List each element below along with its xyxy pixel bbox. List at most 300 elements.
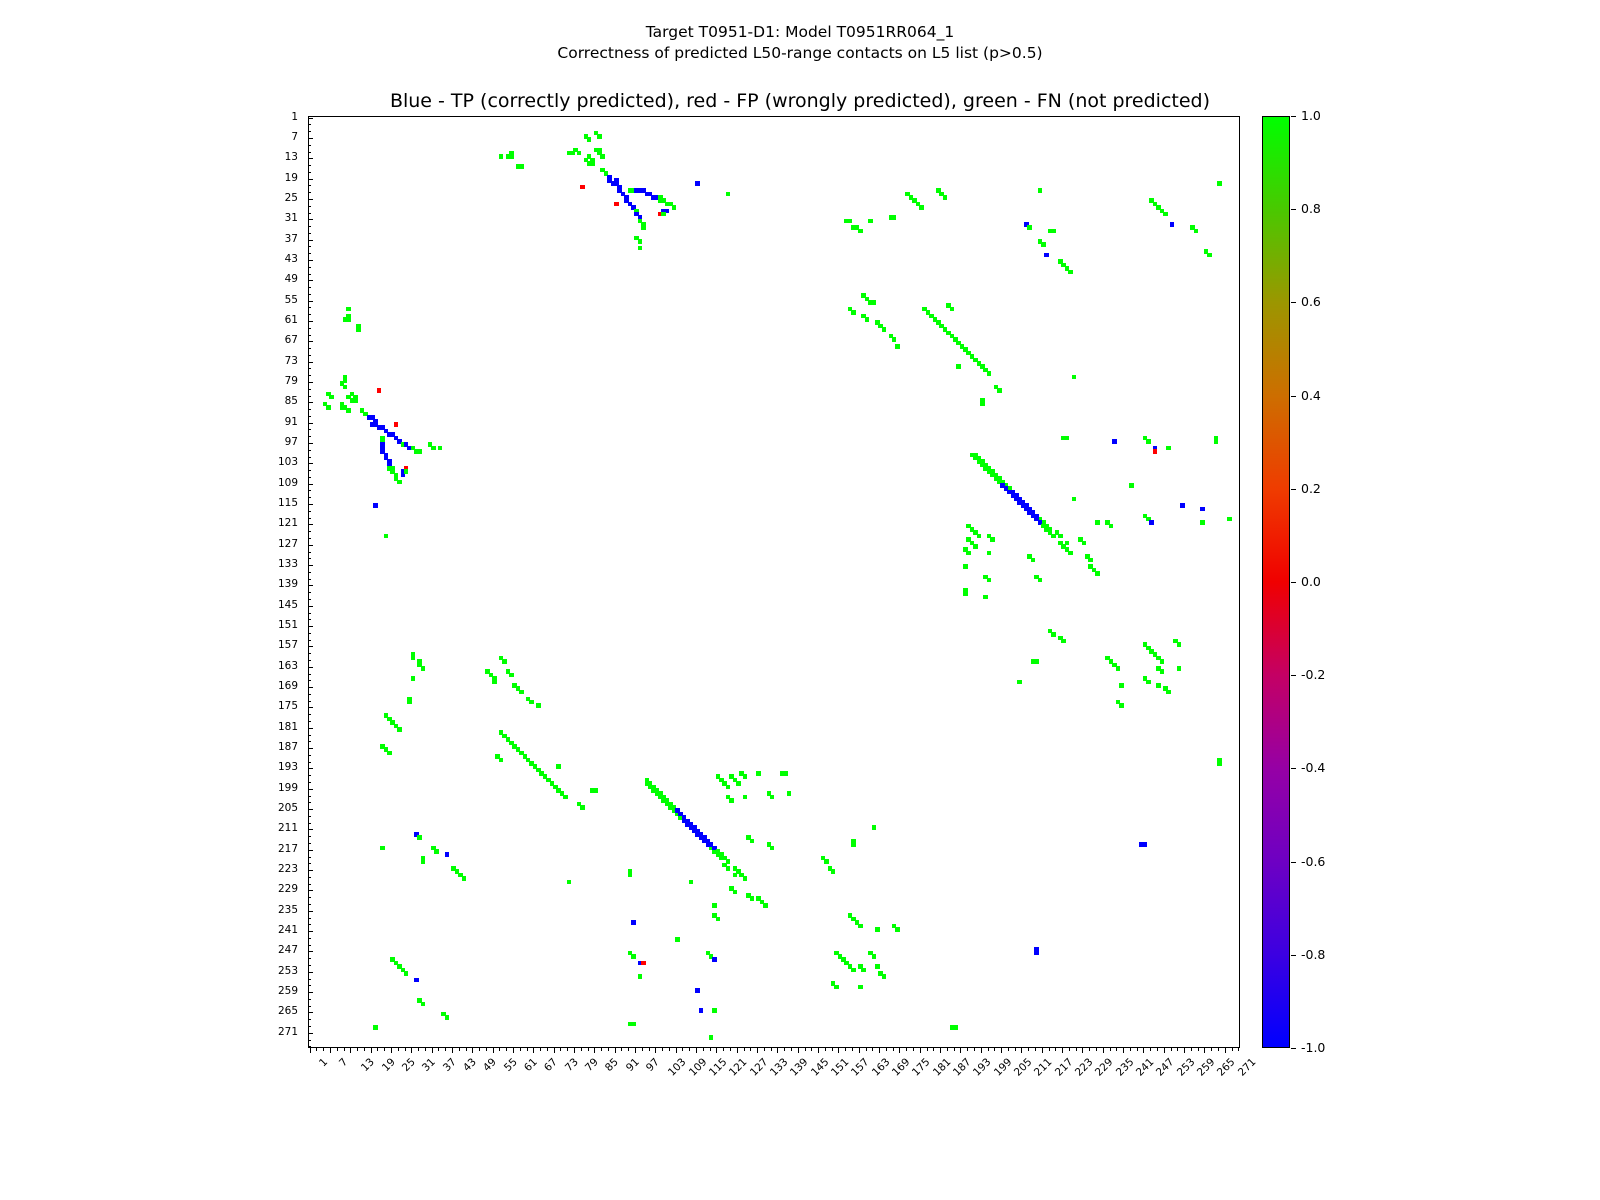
x-tick-mark bbox=[1021, 1048, 1022, 1053]
contact-cell bbox=[631, 954, 636, 959]
y-minor-tick bbox=[308, 260, 311, 261]
contact-cell bbox=[577, 151, 582, 156]
contact-cell bbox=[1160, 659, 1165, 664]
x-minor-tick bbox=[479, 1048, 480, 1051]
colorbar-tick-mark bbox=[1291, 862, 1296, 863]
x-tick-label: 247 bbox=[1154, 1056, 1177, 1079]
contact-cell bbox=[726, 866, 731, 871]
y-minor-tick bbox=[308, 328, 311, 329]
y-minor-tick bbox=[308, 497, 311, 498]
x-minor-tick bbox=[744, 1048, 745, 1051]
contact-cell bbox=[858, 985, 863, 990]
colorbar-tick-label: 0.8 bbox=[1301, 201, 1321, 217]
contact-cell bbox=[695, 988, 700, 993]
x-minor-tick bbox=[906, 1048, 907, 1051]
contact-cell bbox=[699, 1008, 704, 1013]
y-minor-tick bbox=[308, 829, 311, 830]
x-minor-tick bbox=[825, 1048, 826, 1051]
x-minor-tick bbox=[1069, 1048, 1070, 1051]
contact-cell bbox=[1227, 517, 1232, 522]
x-minor-tick bbox=[703, 1048, 704, 1051]
x-tick-label: 163 bbox=[869, 1056, 893, 1079]
contact-cell bbox=[987, 578, 992, 583]
contact-cell bbox=[394, 422, 399, 427]
contact-cell bbox=[963, 591, 968, 596]
y-minor-tick bbox=[308, 131, 311, 132]
contact-cell bbox=[350, 398, 355, 403]
contact-cell bbox=[580, 805, 585, 810]
contact-cell bbox=[848, 219, 853, 224]
y-minor-tick bbox=[308, 436, 311, 437]
x-tick-mark bbox=[411, 1048, 412, 1053]
contact-cell bbox=[346, 307, 351, 312]
y-minor-tick bbox=[308, 396, 311, 397]
contact-cell bbox=[787, 791, 792, 796]
y-minor-tick bbox=[308, 362, 311, 363]
x-minor-tick bbox=[649, 1048, 650, 1051]
contact-cell bbox=[1051, 632, 1056, 637]
contact-cell bbox=[851, 968, 856, 973]
x-tick-label: 271 bbox=[1235, 1056, 1259, 1079]
x-minor-tick bbox=[1110, 1048, 1111, 1051]
contact-cell bbox=[875, 964, 880, 969]
y-minor-tick bbox=[308, 796, 311, 797]
y-minor-tick bbox=[308, 965, 311, 966]
contact-cell bbox=[1061, 639, 1066, 644]
x-minor-tick bbox=[723, 1048, 724, 1051]
y-tick-label: 247 bbox=[277, 944, 298, 957]
x-tick-label: 79 bbox=[582, 1056, 601, 1074]
y-tick-label: 19 bbox=[284, 171, 298, 184]
contact-cell bbox=[529, 700, 534, 705]
x-minor-tick bbox=[1177, 1048, 1178, 1051]
y-tick-label: 169 bbox=[277, 680, 298, 693]
y-minor-tick bbox=[308, 538, 311, 539]
y-minor-tick bbox=[308, 809, 311, 810]
y-minor-tick bbox=[308, 789, 311, 790]
y-minor-tick bbox=[308, 979, 311, 980]
contact-cell bbox=[1119, 683, 1124, 688]
x-tick-label: 205 bbox=[1011, 1056, 1035, 1079]
x-tick-mark bbox=[655, 1048, 656, 1053]
y-minor-tick bbox=[308, 1012, 311, 1013]
x-minor-tick bbox=[967, 1048, 968, 1051]
x-tick-label: 265 bbox=[1215, 1056, 1238, 1079]
y-minor-tick bbox=[308, 606, 311, 607]
y-tick-label: 211 bbox=[277, 822, 298, 835]
x-minor-tick bbox=[1218, 1048, 1219, 1051]
y-tick-label: 217 bbox=[277, 842, 298, 855]
contact-cell bbox=[1058, 534, 1063, 539]
y-minor-tick bbox=[308, 694, 311, 695]
colorbar-tick-mark bbox=[1291, 1048, 1296, 1049]
colorbar-tick-label: -0.8 bbox=[1301, 946, 1326, 962]
contact-cell bbox=[892, 337, 897, 342]
x-tick-mark bbox=[493, 1048, 494, 1053]
y-minor-tick bbox=[308, 870, 311, 871]
contact-cell bbox=[892, 215, 897, 220]
x-minor-tick bbox=[710, 1048, 711, 1051]
x-tick-label: 43 bbox=[460, 1056, 479, 1074]
contact-cell bbox=[1143, 514, 1148, 519]
contact-cell bbox=[858, 924, 863, 929]
y-minor-tick bbox=[308, 701, 311, 702]
y-tick-label: 67 bbox=[284, 334, 298, 347]
x-minor-tick bbox=[1089, 1048, 1090, 1051]
contact-cell bbox=[556, 764, 561, 769]
y-minor-tick bbox=[308, 416, 311, 417]
x-tick-label: 235 bbox=[1113, 1056, 1137, 1079]
contact-cell bbox=[1119, 703, 1124, 708]
contact-cell bbox=[743, 795, 748, 800]
x-tick-mark bbox=[716, 1048, 717, 1053]
contact-cell bbox=[953, 1025, 958, 1030]
contact-cell bbox=[956, 364, 961, 369]
x-minor-tick bbox=[445, 1048, 446, 1051]
contact-cell bbox=[977, 534, 982, 539]
y-minor-tick bbox=[308, 321, 311, 322]
x-minor-tick bbox=[805, 1048, 806, 1051]
y-minor-tick bbox=[308, 918, 311, 919]
x-tick-label: 37 bbox=[440, 1056, 459, 1074]
y-minor-tick bbox=[308, 985, 311, 986]
x-minor-tick bbox=[832, 1048, 833, 1051]
contact-cell bbox=[397, 727, 402, 732]
y-tick-label: 139 bbox=[277, 578, 298, 591]
contact-cell bbox=[519, 164, 524, 169]
x-minor-tick bbox=[540, 1048, 541, 1051]
x-minor-tick bbox=[784, 1048, 785, 1051]
contact-cell bbox=[1051, 229, 1056, 234]
chart-title-line-1: Target T0951-D1: Model T0951RR064_1 bbox=[645, 23, 955, 41]
x-tick-label: 193 bbox=[971, 1056, 994, 1079]
x-minor-tick bbox=[1157, 1048, 1158, 1051]
x-minor-tick bbox=[994, 1048, 995, 1051]
contact-cell bbox=[1116, 666, 1121, 671]
y-minor-tick bbox=[308, 463, 311, 464]
contact-cell bbox=[1038, 188, 1043, 193]
x-minor-tick bbox=[1238, 1048, 1239, 1051]
x-tick-mark bbox=[960, 1048, 961, 1053]
contact-cell bbox=[1160, 669, 1165, 674]
y-minor-tick bbox=[308, 748, 311, 749]
contact-cell bbox=[851, 310, 856, 315]
y-tick-label: 157 bbox=[277, 639, 298, 652]
x-minor-tick bbox=[520, 1048, 521, 1051]
y-tick-label: 37 bbox=[284, 232, 298, 245]
y-minor-tick bbox=[308, 409, 311, 410]
x-minor-tick bbox=[1035, 1048, 1036, 1051]
y-minor-tick bbox=[308, 389, 311, 390]
contact-map-plot-area[interactable] bbox=[308, 116, 1240, 1048]
x-minor-tick bbox=[852, 1048, 853, 1051]
x-tick-label: 49 bbox=[481, 1056, 500, 1074]
y-minor-tick bbox=[308, 124, 311, 125]
x-minor-tick bbox=[1028, 1048, 1029, 1051]
contact-cell bbox=[404, 469, 409, 474]
colorbar-tick-label: -1.0 bbox=[1301, 1040, 1326, 1055]
x-minor-tick bbox=[662, 1048, 663, 1051]
contact-cell bbox=[421, 1002, 426, 1007]
contact-cell bbox=[590, 158, 595, 163]
contact-cell bbox=[689, 880, 694, 885]
y-minor-tick bbox=[308, 138, 311, 139]
contact-cell bbox=[431, 446, 436, 451]
contact-cell bbox=[1170, 222, 1175, 227]
y-minor-tick bbox=[308, 1026, 311, 1027]
contact-cell bbox=[1194, 229, 1199, 234]
x-minor-tick bbox=[947, 1048, 948, 1051]
x-minor-tick bbox=[1150, 1048, 1151, 1051]
x-minor-tick bbox=[384, 1048, 385, 1051]
contact-cell bbox=[445, 1015, 450, 1020]
colorbar-tick-label: -0.4 bbox=[1301, 760, 1326, 776]
y-minor-tick bbox=[308, 274, 311, 275]
y-minor-tick bbox=[308, 355, 311, 356]
contact-cell bbox=[1166, 446, 1171, 451]
contact-cell bbox=[726, 859, 731, 864]
y-minor-tick bbox=[308, 877, 311, 878]
contact-cell bbox=[1072, 375, 1077, 380]
contact-cell bbox=[580, 185, 585, 190]
y-minor-tick bbox=[308, 246, 311, 247]
contact-cell bbox=[407, 700, 412, 705]
y-minor-tick bbox=[308, 592, 311, 593]
y-minor-tick bbox=[308, 145, 311, 146]
contact-cell bbox=[377, 388, 382, 393]
y-minor-tick bbox=[308, 884, 311, 885]
y-minor-tick bbox=[308, 558, 311, 559]
x-tick-mark bbox=[391, 1048, 392, 1053]
y-minor-tick bbox=[308, 660, 311, 661]
x-tick-mark bbox=[859, 1048, 860, 1053]
y-minor-tick bbox=[308, 897, 311, 898]
x-tick-label: 139 bbox=[788, 1056, 811, 1079]
x-tick-mark bbox=[676, 1048, 677, 1053]
y-minor-tick bbox=[308, 233, 311, 234]
x-minor-tick bbox=[1076, 1048, 1077, 1051]
x-tick-mark bbox=[1143, 1048, 1144, 1053]
x-minor-tick bbox=[601, 1048, 602, 1051]
y-tick-label: 181 bbox=[277, 720, 298, 733]
contact-cell bbox=[706, 951, 711, 956]
x-minor-tick bbox=[682, 1048, 683, 1051]
y-minor-tick bbox=[308, 301, 311, 302]
colorbar-tick-mark bbox=[1291, 302, 1296, 303]
contact-cell bbox=[895, 344, 900, 349]
x-tick-mark bbox=[1103, 1048, 1104, 1053]
x-tick-mark bbox=[1204, 1048, 1205, 1053]
contact-cell bbox=[1200, 507, 1205, 512]
contact-cell bbox=[733, 890, 738, 895]
contact-cell bbox=[1217, 761, 1222, 766]
contact-cell bbox=[824, 859, 829, 864]
contact-cell bbox=[943, 195, 948, 200]
x-tick-mark bbox=[777, 1048, 778, 1053]
x-minor-tick bbox=[1015, 1048, 1016, 1051]
contact-cell bbox=[858, 229, 863, 234]
contact-cell bbox=[411, 676, 416, 681]
colorbar-tick-mark bbox=[1291, 768, 1296, 769]
y-tick-label: 151 bbox=[277, 619, 298, 632]
y-minor-tick bbox=[308, 490, 311, 491]
y-minor-tick bbox=[308, 470, 311, 471]
x-tick-label: 169 bbox=[889, 1056, 913, 1079]
contact-cell bbox=[919, 205, 924, 210]
contact-cell bbox=[380, 846, 385, 851]
y-minor-tick bbox=[308, 240, 311, 241]
contact-cell bbox=[438, 446, 443, 451]
x-tick-label: 61 bbox=[521, 1056, 540, 1074]
contact-cell bbox=[397, 480, 402, 485]
x-minor-tick bbox=[357, 1048, 358, 1051]
x-tick-mark bbox=[1123, 1048, 1124, 1053]
y-minor-tick bbox=[308, 735, 311, 736]
y-tick-label: 253 bbox=[277, 964, 298, 977]
y-minor-tick bbox=[308, 646, 311, 647]
x-minor-tick bbox=[669, 1048, 670, 1051]
contact-cell bbox=[672, 205, 677, 210]
x-minor-tick bbox=[642, 1048, 643, 1051]
contact-cell bbox=[875, 927, 880, 932]
y-minor-tick bbox=[308, 484, 311, 485]
colorbar-tick-mark bbox=[1291, 675, 1296, 676]
contact-cell bbox=[1041, 242, 1046, 247]
y-minor-tick bbox=[308, 823, 311, 824]
contact-cell bbox=[509, 673, 514, 678]
y-minor-tick bbox=[308, 972, 311, 973]
contact-cell bbox=[661, 212, 666, 217]
colorbar-tick-mark bbox=[1291, 582, 1296, 583]
y-minor-tick bbox=[308, 640, 311, 641]
x-tick-label: 109 bbox=[686, 1056, 710, 1079]
y-tick-label: 175 bbox=[277, 700, 298, 713]
contact-cell bbox=[1017, 680, 1022, 685]
y-tick-label: 31 bbox=[284, 212, 298, 225]
x-tick-mark bbox=[635, 1048, 636, 1053]
y-tick-label: 121 bbox=[277, 517, 298, 530]
contact-cell bbox=[1217, 181, 1222, 186]
contact-cell bbox=[1051, 534, 1056, 539]
x-tick-mark bbox=[981, 1048, 982, 1053]
contact-cell bbox=[712, 903, 717, 908]
contact-cell bbox=[1095, 520, 1100, 525]
contact-cell bbox=[716, 917, 721, 922]
colorbar-tick-mark bbox=[1291, 955, 1296, 956]
x-tick-label: 55 bbox=[501, 1056, 520, 1074]
x-minor-tick bbox=[398, 1048, 399, 1051]
y-tick-label: 235 bbox=[277, 903, 298, 916]
y-minor-tick bbox=[308, 667, 311, 668]
contact-cell bbox=[1034, 951, 1039, 956]
contact-cell bbox=[600, 154, 605, 159]
y-minor-tick bbox=[308, 287, 311, 288]
contact-cell bbox=[1153, 449, 1158, 454]
x-tick-label: 223 bbox=[1072, 1056, 1096, 1079]
y-minor-tick bbox=[308, 945, 311, 946]
chart-title-line-2: Correctness of predicted L50-range contacts on L5 list (p>0.5) bbox=[557, 44, 1043, 62]
contact-cell bbox=[872, 300, 877, 305]
contact-cell bbox=[387, 751, 392, 756]
x-minor-tick bbox=[588, 1048, 589, 1051]
contact-cell bbox=[726, 192, 731, 197]
contact-cell bbox=[1065, 436, 1070, 441]
x-tick-mark bbox=[452, 1048, 453, 1053]
contact-cell bbox=[384, 534, 389, 539]
y-minor-tick bbox=[308, 775, 311, 776]
y-minor-tick bbox=[308, 524, 311, 525]
x-tick-mark bbox=[1225, 1048, 1226, 1053]
x-minor-tick bbox=[1055, 1048, 1056, 1051]
contact-cell bbox=[1034, 659, 1039, 664]
y-minor-tick bbox=[308, 206, 311, 207]
x-tick-label: 97 bbox=[643, 1056, 662, 1074]
y-minor-tick bbox=[308, 633, 311, 634]
y-minor-tick bbox=[308, 402, 311, 403]
colorbar-tick-mark bbox=[1291, 396, 1296, 397]
y-minor-tick bbox=[308, 348, 311, 349]
y-minor-tick bbox=[308, 477, 311, 478]
contact-cell bbox=[628, 873, 633, 878]
x-minor-tick bbox=[764, 1048, 765, 1051]
y-tick-label: 1 bbox=[291, 110, 298, 123]
x-tick-label: 199 bbox=[991, 1056, 1015, 1079]
y-minor-tick bbox=[308, 565, 311, 566]
x-tick-mark bbox=[574, 1048, 575, 1053]
x-tick-label: 31 bbox=[420, 1056, 439, 1074]
x-minor-tick bbox=[608, 1048, 609, 1051]
contact-cell bbox=[417, 449, 422, 454]
contact-cell bbox=[770, 846, 775, 851]
x-tick-label: 229 bbox=[1093, 1056, 1116, 1079]
y-tick-label: 85 bbox=[284, 395, 298, 408]
contact-cell bbox=[1082, 541, 1087, 546]
x-tick-label: 25 bbox=[399, 1056, 418, 1074]
contact-cell bbox=[567, 880, 572, 885]
y-tick-label: 229 bbox=[277, 883, 298, 896]
y-minor-tick bbox=[308, 504, 311, 505]
contact-cell bbox=[509, 154, 514, 159]
contact-cell bbox=[1177, 666, 1182, 671]
contact-map-cells bbox=[309, 117, 1239, 1047]
contact-cell bbox=[966, 551, 971, 556]
contact-cell bbox=[695, 181, 700, 186]
y-minor-tick bbox=[308, 931, 311, 932]
x-tick-label: 13 bbox=[359, 1056, 378, 1074]
y-minor-tick bbox=[308, 314, 311, 315]
x-minor-tick bbox=[581, 1048, 582, 1051]
contact-cell bbox=[1095, 571, 1100, 576]
x-tick-label: 259 bbox=[1194, 1056, 1218, 1079]
x-tick-mark bbox=[432, 1048, 433, 1053]
y-minor-tick bbox=[308, 999, 311, 1000]
y-tick-label: 241 bbox=[277, 924, 298, 937]
contact-cell bbox=[638, 974, 643, 979]
y-minor-tick bbox=[308, 552, 311, 553]
contact-cell bbox=[983, 595, 988, 600]
y-tick-label: 127 bbox=[277, 537, 298, 550]
x-tick-label: 19 bbox=[379, 1056, 398, 1074]
contact-cell bbox=[1146, 680, 1151, 685]
y-minor-tick bbox=[308, 836, 311, 837]
x-tick-label: 67 bbox=[542, 1056, 561, 1074]
y-minor-tick bbox=[308, 213, 311, 214]
x-minor-tick bbox=[913, 1048, 914, 1051]
x-minor-tick bbox=[954, 1048, 955, 1051]
contact-cell bbox=[743, 774, 748, 779]
x-tick-label: 121 bbox=[727, 1056, 750, 1079]
x-minor-tick bbox=[425, 1048, 426, 1051]
